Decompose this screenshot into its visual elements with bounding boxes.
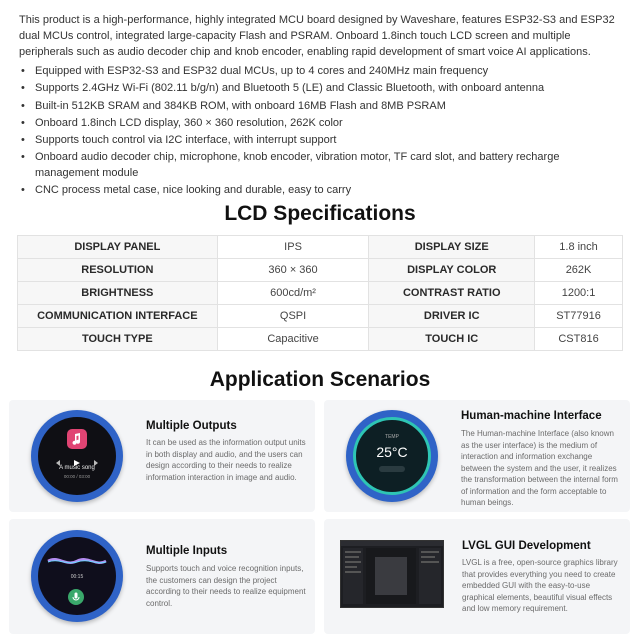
lvgl-editor-screenshot (340, 540, 444, 608)
spec-label: CONTRAST RATIO (369, 282, 535, 305)
feature-item: • CNC process metal case, nice looking and durable, easy to carry (19, 183, 625, 199)
playback-controls (48, 454, 106, 462)
spec-label: TOUCH TYPE (18, 328, 218, 351)
input-time: 00:15 (70, 574, 84, 580)
card-title: Human-machine Interface (461, 410, 602, 422)
lcd-specs-heading: LCD Specifications (224, 202, 416, 225)
spec-label: DISPLAY COLOR (369, 259, 535, 282)
feature-item: • Supports touch control via I2C interface, with interrupt support (19, 133, 625, 149)
table-row (18, 282, 623, 305)
spec-value: ST77916 (535, 305, 623, 328)
music-note-icon (67, 429, 87, 449)
temp-label: TEMP (385, 434, 399, 440)
card-title: Multiple Outputs (146, 420, 237, 432)
device-screen (353, 417, 431, 495)
intro-paragraph: This product is a high-performance, highly integrated MCU board designed by Waveshare, features ESP32-S3 and ESP32 dual MCUs control, integrated large-capacity Flash and PSRAM. Onboard 1.8inch touch LCD screen and multiple peripherals such as audio decoder chip and knob encoder, enabling rapid development of smart voice AI applications. (19, 14, 615, 58)
card-description: Supports touch and voice recognition inputs, the customers can design the project according to their needs to realize equipment control. (146, 564, 306, 608)
spec-value: QSPI (217, 305, 369, 328)
spec-value: 360 × 360 (217, 259, 369, 282)
editor-layout-icon (341, 541, 443, 607)
card-description: It can be used as the information output units in both display and audio, and the users can design according to their needs to realize information interaction in image and audio. (146, 438, 306, 482)
spec-label: DISPLAY PANEL (18, 236, 218, 259)
spec-value: IPS (217, 236, 369, 259)
spec-value: 1.8 inch (535, 236, 623, 259)
feature-item: • Onboard audio decoder chip, microphone, knob encoder, vibration motor, TF card slot, and battery recharge management module (19, 150, 625, 181)
spec-label: DISPLAY SIZE (369, 236, 535, 259)
feature-list (19, 64, 625, 201)
device-bezel (31, 530, 123, 622)
scenario-card-lvgl (324, 519, 630, 634)
table-row (18, 259, 623, 282)
spec-value: 262K (535, 259, 623, 282)
song-time: 00:00 / 03:00 (63, 474, 91, 479)
spec-value: Capacitive (217, 328, 369, 351)
table-row (18, 305, 623, 328)
device-screen (38, 537, 116, 615)
feature-item: • Equipped with ESP32-S3 and ESP32 dual MCUs, up to 4 cores and 240MHz main frequency (19, 64, 625, 80)
table-row (18, 328, 623, 351)
device-bezel (31, 410, 123, 502)
spec-label: RESOLUTION (18, 259, 218, 282)
scenario-card-multiple-inputs (9, 519, 315, 634)
card-description: LVGL is a free, open-source graphics library that provides everything you need to create embedded GUI with the easy-to-use graphical elements, beautiful visual effects and low memory requirement. (462, 558, 618, 613)
song-title: A music song (59, 465, 95, 471)
spec-label: TOUCH IC (369, 328, 535, 351)
spec-label: DRIVER IC (369, 305, 535, 328)
card-title: LVGL GUI Development (462, 540, 591, 552)
spec-label: COMMUNICATION INTERFACE (18, 305, 218, 328)
scenario-card-multiple-outputs (9, 400, 315, 512)
spec-value: 600cd/m² (217, 282, 369, 305)
card-title: Multiple Inputs (146, 545, 228, 557)
feature-item: • Supports 2.4GHz Wi-Fi (802.11 b/g/n) and Bluetooth 5 (LE) and Classic Bluetooth, with onboard antenna (19, 81, 625, 97)
scenarios-heading: Application Scenarios (209, 368, 431, 391)
mic-icon (68, 589, 84, 605)
table-row (18, 236, 623, 259)
spec-value: CST816 (535, 328, 623, 351)
feature-item: • Onboard 1.8inch LCD display, 360 × 360 resolution, 262K color (19, 116, 625, 132)
hmi-slider (379, 466, 405, 472)
lcd-specs-table (17, 235, 623, 351)
device-bezel (346, 410, 438, 502)
voice-wave-icon (46, 553, 108, 569)
spec-value: 1200:1 (535, 282, 623, 305)
spec-label: BRIGHTNESS (18, 282, 218, 305)
card-description: The Human-machine Interface (also known as the user interface) is the medium of interaction and information exchange between the system and the user, it realizes the transformation between the internal form of information and the form acceptable to human beings. (461, 429, 618, 507)
device-screen (38, 417, 116, 495)
feature-item: • Built-in 512KB SRAM and 384KB ROM, with onboard 16MB Flash and 8MB PSRAM (19, 99, 625, 115)
scenario-card-hmi (324, 400, 630, 512)
temp-value: 25°C (376, 444, 408, 460)
